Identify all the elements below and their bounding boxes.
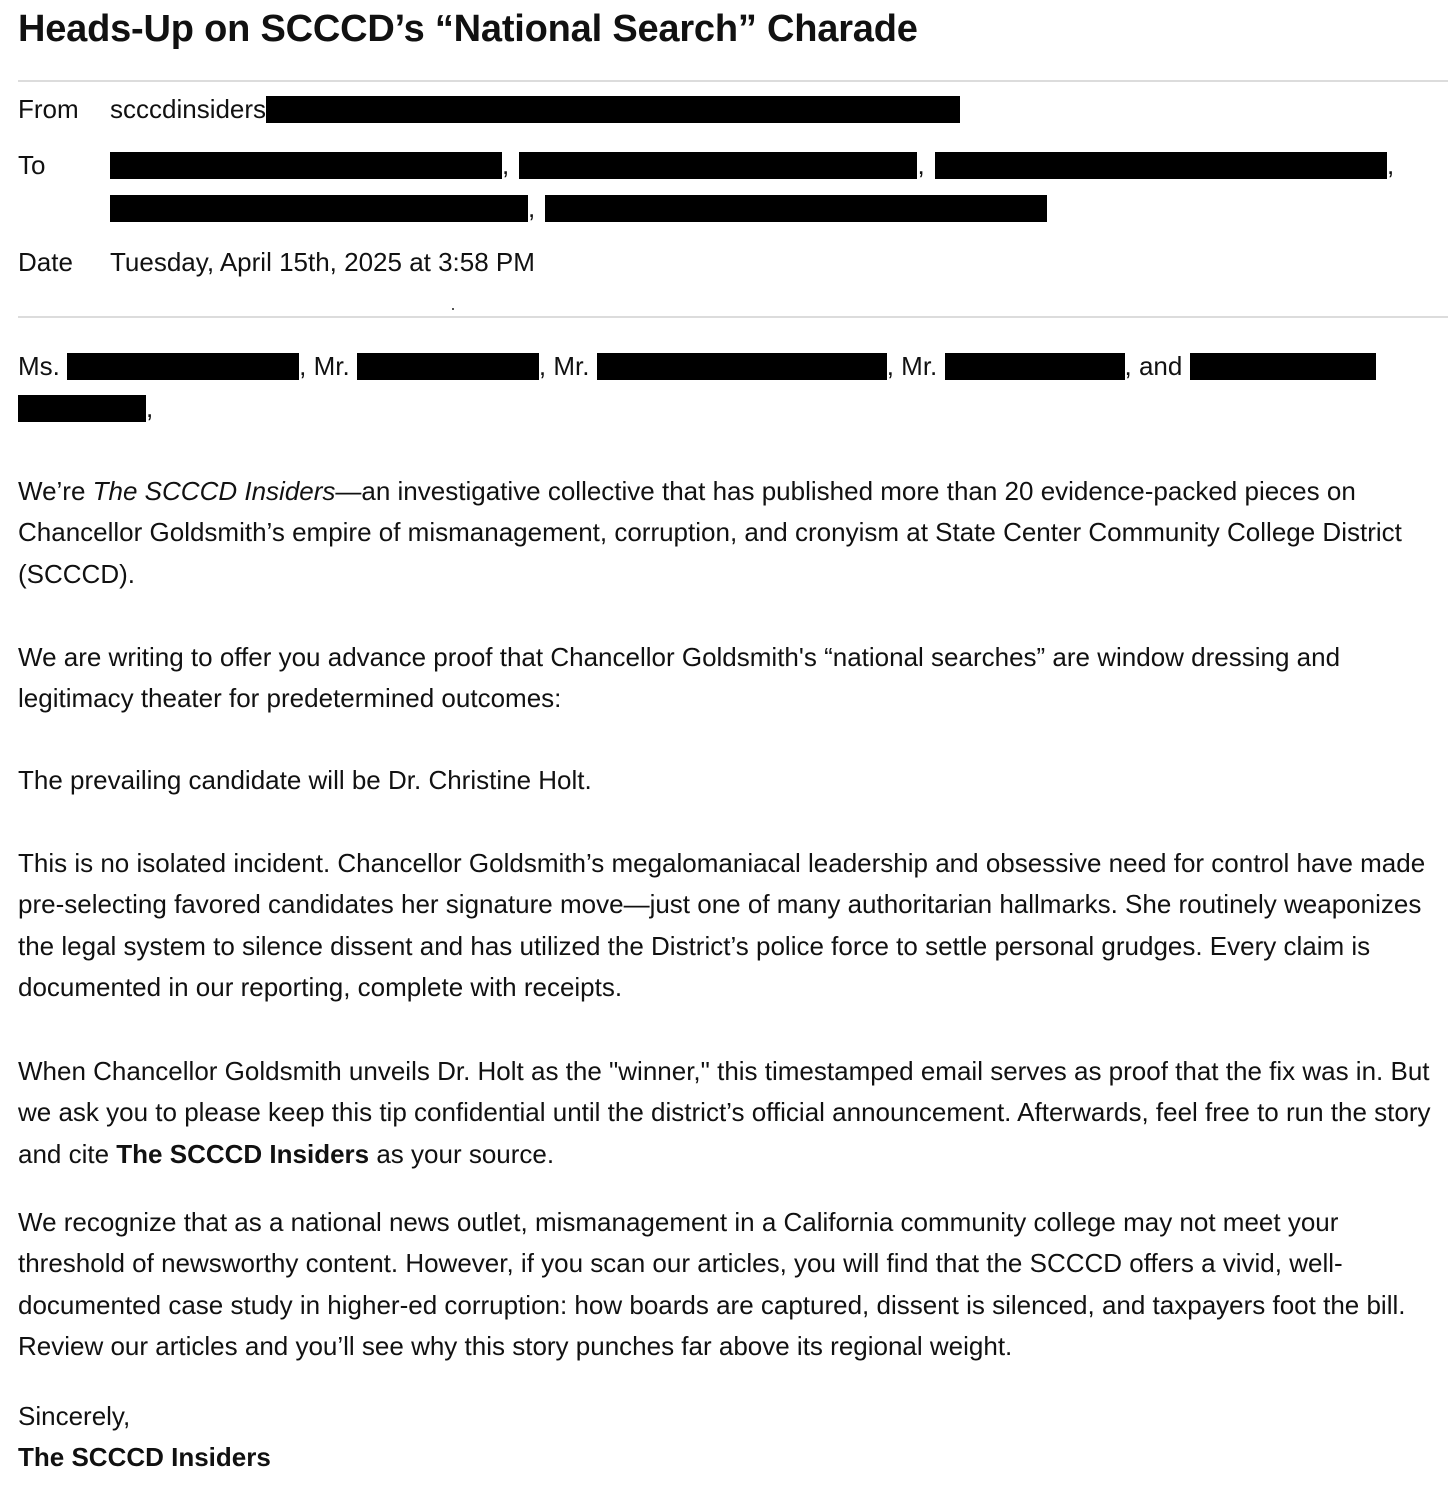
- redaction-bar: [545, 195, 1047, 222]
- salutation-end: ,: [146, 393, 154, 423]
- redaction-bar: [110, 152, 502, 179]
- collective-name-italic: The SCCCD Insiders: [92, 476, 336, 506]
- p2-text: We are writing to offer you advance proof that Chancellor Goldsmith's “national searches” are window dressing and legitimacy theater for predetermined outcomes:: [18, 642, 1341, 714]
- redaction-bar: [945, 353, 1125, 380]
- redaction-bar: [519, 152, 917, 179]
- collective-name-bold: The SCCCD Insiders: [116, 1138, 370, 1169]
- p1-lead: We’re: [18, 476, 93, 506]
- recipient-separator: ,: [502, 150, 510, 180]
- redaction-bar: [357, 353, 539, 380]
- salutation-line-1: [18, 346, 1376, 387]
- from-address: scccdinsiders: [110, 94, 267, 124]
- email-subject: Heads-Up on SCCCD’s “National Search” Charade: [18, 8, 918, 50]
- redaction-bar: [266, 96, 960, 123]
- body-paragraph-4: [18, 843, 1450, 1009]
- p5-lead: When Chancellor Goldsmith unveils Dr. Holt as the "winner," this timestamped email serves as proof that the fix was in. But we ask you to please keep this tip confidential until the district’s official announcement. Afterwards, feel free to run the story and cite: [18, 1056, 1431, 1169]
- redaction-bar: [67, 353, 299, 380]
- stray-dot: [452, 308, 454, 310]
- body-paragraph-3: [18, 760, 1450, 801]
- salutation-and: , and: [1124, 351, 1183, 381]
- redaction-bar: [1190, 353, 1376, 380]
- salutation-line-2: [18, 388, 153, 429]
- p3-text: The prevailing candidate will be Dr. Christine Holt.: [18, 765, 592, 795]
- closing: Sincerely,: [18, 1401, 131, 1431]
- salutation-mr: , Mr.: [299, 351, 350, 381]
- header-divider-top: [18, 80, 1448, 82]
- to-recipients-line-1[interactable]: [110, 150, 1394, 181]
- recipient-separator: ,: [1386, 150, 1395, 180]
- from-label: From: [18, 94, 79, 124]
- p4-text: This is no isolated incident. Chancellor Goldsmith’s megalomaniacal leadership and obsessive need for control have made pre-selecting favored candidates her signature move—just one of many authoritarian hallmarks. She routinely weaponizes the legal system to silence dissent and has utilized the District’s police force to settle personal grudges. Every claim is documented in our reporting, complete with receipts.: [18, 848, 1426, 1003]
- redaction-bar: [935, 152, 1387, 179]
- to-label: To: [18, 150, 46, 180]
- from-field[interactable]: [110, 94, 960, 125]
- redaction-bar: [597, 353, 887, 380]
- redaction-bar: [18, 395, 146, 422]
- body-paragraph-2: [18, 637, 1450, 720]
- header-divider-bottom: [18, 316, 1448, 318]
- date-value: Tuesday, April 15th, 2025 at 3:58 PM: [110, 247, 535, 277]
- salutation-mr: , Mr.: [538, 351, 590, 381]
- date-label: Date: [18, 247, 73, 277]
- recipient-separator: ,: [917, 150, 925, 180]
- redaction-bar: [110, 195, 528, 222]
- p5-rest: as your source.: [369, 1138, 555, 1169]
- body-paragraph-5: [18, 1051, 1450, 1175]
- salutation-ms: Ms.: [18, 351, 60, 381]
- body-paragraph-6: [18, 1202, 1450, 1368]
- p6-text: We recognize that as a national news outlet, mismanagement in a California community college may not meet your threshold of newsworthy content. However, if you scan our articles, you will find that the SCCCD offers a vivid, well-documented case study in higher-ed corruption: how boards are captured, dissent is silenced, and taxpayers foot the bill. Review our articles and you’ll see why this story punches far above its regional weight.: [18, 1207, 1406, 1362]
- to-recipients-line-2[interactable]: [110, 193, 1047, 224]
- p1-rest: —an investigative collective that has published more than 20 evidence-packed pieces on Chancellor Goldsmith’s empire of mismanagement, corruption, and cronyism at State Center Community College District (SCCCD).: [18, 476, 1402, 589]
- body-paragraph-1: [18, 471, 1450, 595]
- salutation-mr: , Mr.: [886, 351, 938, 381]
- signature: The SCCCD Insiders: [18, 1442, 271, 1472]
- recipient-separator: ,: [528, 193, 536, 223]
